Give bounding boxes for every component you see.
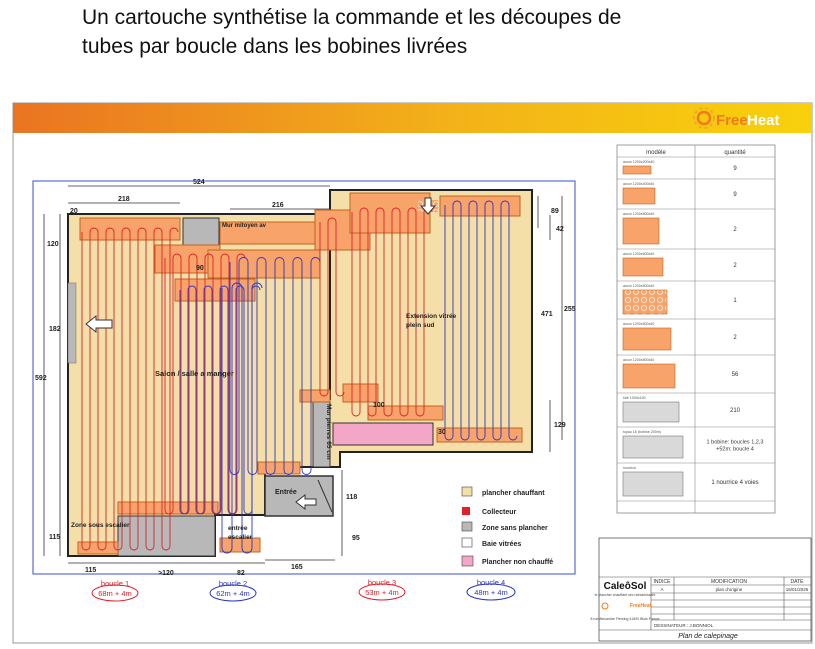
dim-89: 89 xyxy=(551,208,559,215)
dim-255: 255 xyxy=(564,306,576,313)
dim-inner-30: 30 xyxy=(438,429,446,436)
baie-left xyxy=(68,283,76,363)
dim-bottom-82: 82 xyxy=(237,570,245,577)
dim-inner-100: 100 xyxy=(373,402,385,409)
table-model-label: nourrice xyxy=(623,466,636,470)
table-model-swatch xyxy=(623,290,667,314)
legend-label-3: Baie vitrées xyxy=(482,541,522,548)
loop-1-name: boucle 1 xyxy=(100,579,130,588)
table-qty-value: 9 xyxy=(733,192,737,198)
table-model-label: accor 1200x800x40 xyxy=(623,284,655,288)
loop-2-length: 62m + 4m xyxy=(216,589,250,598)
logo-free: Free xyxy=(716,112,748,129)
dim-471: 471 xyxy=(541,311,553,318)
dim-120: 120 xyxy=(47,241,59,248)
cartouche-row-modif: plan d'origine xyxy=(715,587,743,592)
table-model-swatch xyxy=(623,364,675,388)
table-model-label: accor 1200x600x40 xyxy=(623,252,655,256)
dim-bottom-120: >120 xyxy=(158,570,174,577)
dim-bottom-165: 165 xyxy=(291,564,303,571)
loop-3-name: boucle 3 xyxy=(367,578,397,587)
room-extension-2: plein sud xyxy=(406,322,435,329)
room-mitoyen: Mur mitoyen av xyxy=(222,223,267,229)
table-model-swatch xyxy=(623,218,659,244)
table-header-qty: quantité xyxy=(724,150,746,156)
table-model-label: accor 1200x400x40 xyxy=(623,182,655,186)
table-qty-value: 9 xyxy=(733,166,737,172)
dim-top-total: 524 xyxy=(193,179,205,186)
dim-20: 20 xyxy=(70,208,78,215)
order-table xyxy=(617,145,775,513)
dim-182: 182 xyxy=(49,326,61,333)
legend-swatch-non-chauffe xyxy=(462,556,473,566)
loop-2-name: boucle 2 xyxy=(218,579,248,588)
room-entree-escalier-2: escalier xyxy=(228,534,253,541)
table-qty-value: 56 xyxy=(731,372,739,378)
heading-line-1: Un cartouche synthétise la commande et les découpes de xyxy=(82,6,622,29)
table-qty-value: +52m: boucle 4 xyxy=(716,446,754,453)
dim-95: 95 xyxy=(352,535,360,542)
cartouche-address: 8 rue Alexandre Fleming 41500 Blois France xyxy=(590,617,660,621)
table-header-model: modèle xyxy=(646,150,666,156)
table-model-label: accor 1200x800x40 xyxy=(623,212,655,216)
cartouche xyxy=(590,538,811,641)
legend-label-1: Collecteur xyxy=(482,509,517,516)
cartouche-footer: Plan de calepinage xyxy=(678,633,738,640)
banner-bar xyxy=(13,103,812,133)
legend-swatch-sans-plancher xyxy=(462,522,472,531)
dim-top-mid: 216 xyxy=(272,202,284,209)
loop-1-length: 68m + 4m xyxy=(98,589,132,598)
table-qty-value: 1 nourrice 4 voies xyxy=(711,480,759,486)
cartouche-col-date: DATE xyxy=(790,579,804,585)
table-qty-value: 1 xyxy=(733,298,737,304)
room-entree: Entrée xyxy=(275,489,297,496)
table-model-label: accor 1200x800x40 xyxy=(623,358,655,362)
loop-3-length: 53m + 4m xyxy=(365,588,399,597)
loop-4-length: 48m + 4m xyxy=(474,588,508,597)
dim-left-115: 115 xyxy=(49,534,61,541)
cartouche-row-indice: A xyxy=(660,587,664,592)
cartouche-partner: FreeHeat xyxy=(630,603,652,609)
legend-swatch-baie xyxy=(462,538,472,547)
dim-129: 129 xyxy=(554,422,566,429)
heading-line-2: tubes par boucle dans les bobines livrées xyxy=(82,35,468,58)
table-model-label: tuyau 16 (bobine 200m) xyxy=(623,430,661,434)
dim-top-left: 218 xyxy=(118,196,130,203)
cartouche-col-modif: MODIFICATION xyxy=(710,579,748,585)
legend-swatch-chauffant xyxy=(462,487,472,496)
dim-42: 42 xyxy=(556,226,564,233)
room-mur-pierres: Mur pierres 65 cm xyxy=(325,404,332,460)
table-model-swatch xyxy=(623,472,683,496)
plancher-non-chauffe xyxy=(333,423,433,445)
legend-label-2: Zone sans plancher xyxy=(482,525,548,532)
entree-zone xyxy=(265,476,333,516)
table-qty-value: 210 xyxy=(729,408,741,414)
dim-inner-90: 90 xyxy=(196,265,204,272)
cartouche-dessinateur: DESSINATEUR : J.BONNIOL xyxy=(654,623,714,628)
legend-swatch-collecteur xyxy=(462,507,470,515)
dim-592: 592 xyxy=(35,375,47,382)
dim-118: 118 xyxy=(346,494,358,501)
logo-heat: Heat xyxy=(747,112,780,129)
room-entree-escalier-1: entrée xyxy=(228,525,248,532)
table-qty-value: 2 xyxy=(733,263,737,269)
room-extension-1: Extension vitrée xyxy=(406,313,457,320)
table-model-swatch xyxy=(623,166,651,174)
dim-bottom-115: 115 xyxy=(85,567,97,574)
room-salon: Salon / salle a manger xyxy=(155,369,234,378)
table-qty-value: 2 xyxy=(733,227,737,233)
table-model-label: accor 1200x200x40 xyxy=(623,160,655,164)
table-qty-value: 1 bobine: boucles 1,2,3 xyxy=(706,439,764,446)
cartouche-tagline: le plancher chauffant sec rafraichissant xyxy=(594,593,656,597)
cartouche-col-indice: INDICE xyxy=(653,579,671,585)
table-model-swatch xyxy=(623,436,683,458)
legend-label-4: Plancher non chauffé xyxy=(482,559,554,566)
table-model-swatch xyxy=(623,188,655,204)
table-qty-value: 2 xyxy=(733,335,737,341)
table-model-label: accor 1200x800x40 xyxy=(623,322,655,326)
table-model-swatch xyxy=(623,258,663,276)
loop-4-name: boucle 4 xyxy=(476,578,506,587)
table-model-swatch xyxy=(623,402,679,422)
table-model-label: tôle 1000x150 xyxy=(623,396,646,400)
cartouche-brand: CaleôSol xyxy=(603,581,647,592)
room-zone-escalier: Zone sous escalier xyxy=(71,522,130,529)
legend-label-0: plancher chauffant xyxy=(482,490,545,497)
table-model-swatch xyxy=(623,328,671,350)
cartouche-row-date: 16/01/2025 xyxy=(785,587,809,592)
